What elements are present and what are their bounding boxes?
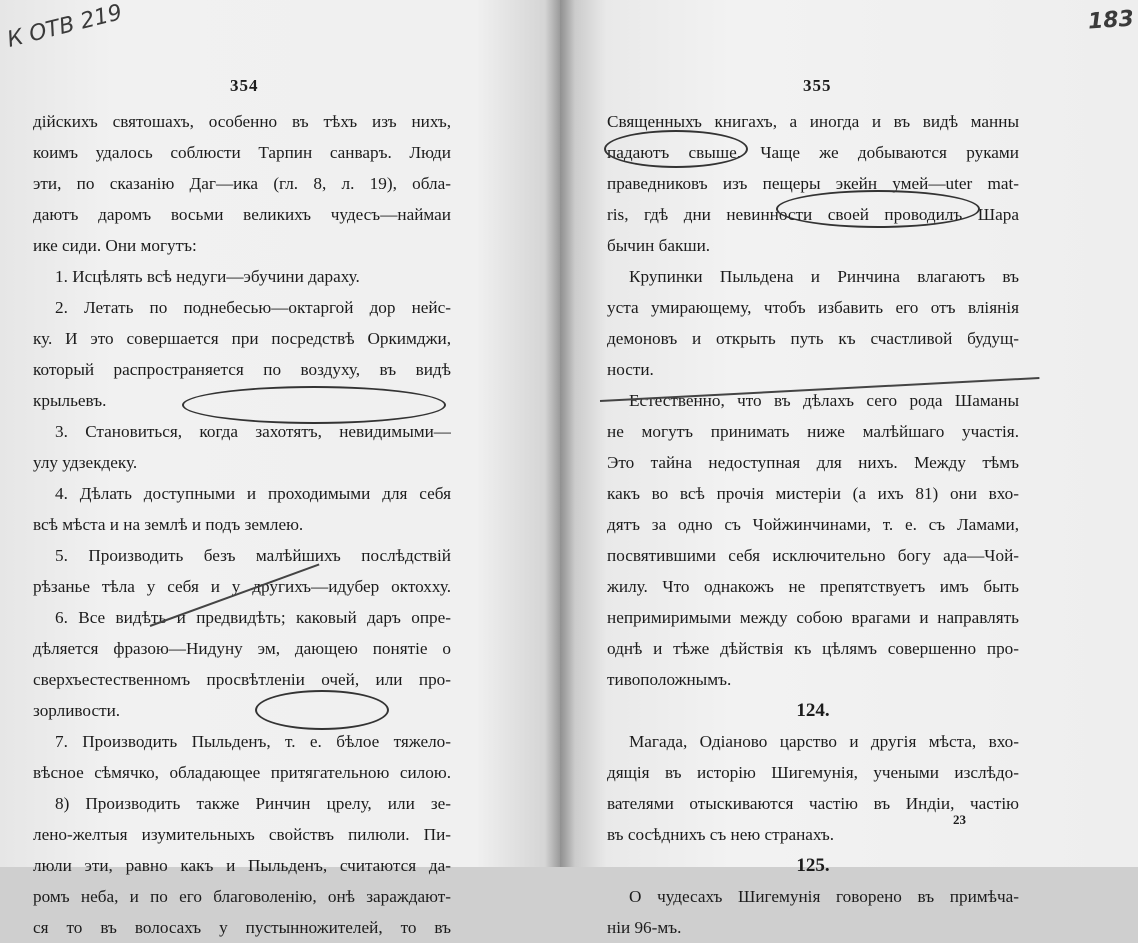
text-line: ике сиди. Они могутъ:: [33, 236, 197, 255]
text-line: Естественно, что въ дѣлахъ сего рода Шаманы: [629, 391, 1019, 410]
text-line: 1. Исцѣлять всѣ недуги—эбучини дараху.: [55, 267, 360, 286]
text-line: демоновъ и открыть путь къ счастливой будущ-: [607, 329, 1019, 348]
text-line: посвятившими себя исключительно богу ада—Чой-: [607, 546, 1019, 565]
text-line: какъ во всѣ прочія мистеріи (а ихъ 81) они вхо-: [607, 484, 1019, 503]
text-line: непримиримыми между собою врагами и направлять: [607, 608, 1019, 627]
text-line: коимъ удалось соблюсти Тарпин санваръ. Люди: [33, 143, 451, 162]
text-line: уста умирающему, чтобъ избавить его отъ вліянія: [607, 298, 1019, 317]
left-page: [0, 0, 560, 937]
text-line: Священныхъ книгахъ, а иногда и въ видѣ манны: [607, 112, 1019, 131]
handwritten-folio-number: 183: [1087, 6, 1135, 35]
text-line: бычин бакши.: [607, 236, 711, 255]
text-line: дійскихъ святошахъ, особенно въ тѣхъ изъ нихъ,: [33, 112, 451, 131]
handwritten-shelfmark: К ОТВ 219: [4, 0, 125, 53]
right-page-number: 355: [803, 76, 832, 95]
text-line: Это тайна недоступная для нихъ. Между тѣмъ: [607, 453, 1019, 472]
text-line: 7. Производить Пыльденъ, т. е. бѣлое тяжело-: [55, 732, 451, 751]
text-line: всѣ мѣста и на землѣ и подъ землею.: [33, 515, 304, 534]
text-line: тивоположнымъ.: [607, 670, 732, 689]
text-line: не могутъ принимать ниже малѣйшаго участія.: [607, 422, 1019, 441]
text-line: эти, по сказанію Даг—ика (гл. 8, л. 19), обла-: [33, 174, 451, 193]
text-line: 6. Все видѣть и предвидѣть; каковый даръ опре-: [55, 608, 451, 627]
text-line: жилу. Что однакожъ не препятствуетъ имъ быть: [607, 577, 1019, 596]
text-line: лено-желтыя изумительныхъ свойствъ пилюли. Пи-: [33, 825, 451, 844]
text-line: дящія въ исторію Шигемунія, учеными изслѣдо-: [607, 763, 1019, 782]
text-line: дятъ за одно съ Чойжинчинами, т. е. съ Ламами,: [607, 515, 1019, 534]
text-line: ніи 96-мъ.: [607, 918, 682, 937]
text-line: Магада, Одіаново царство и другія мѣста, вхо-: [629, 732, 1019, 751]
text-line: зорливости.: [33, 701, 121, 720]
text-line: 3. Становиться, когда захотятъ, невидимыми—: [55, 422, 451, 441]
text-line: ности.: [607, 360, 654, 379]
text-line: который распространяется по воздуху, въ видѣ: [33, 360, 451, 379]
text-line: праведниковъ изъ пещеры экейн умей—uter mat-: [607, 174, 1019, 193]
section-heading-125: 125.: [796, 855, 830, 876]
text-line: 2. Летать по поднебесью—октаргой дор нейс-: [55, 298, 451, 317]
left-page-text: [33, 106, 451, 943]
text-line: въ сосѣднихъ съ нею странахъ.: [607, 825, 835, 844]
text-line: ромъ неба, и по его благоволенію, онѣ зараждают-: [33, 887, 451, 906]
text-line: рѣзанье тѣла у себя и у другихъ—идубер октохху.: [33, 577, 451, 596]
text-line: улу удзекдеку.: [33, 453, 138, 472]
text-line: О чудесахъ Шигемунія говорено въ примѣча-: [629, 887, 1019, 906]
text-line: однѣ и тѣже дѣйствія къ цѣлямъ совершенно про-: [607, 639, 1019, 658]
text-line: даютъ даромъ восьми великихъ чудесъ—наймаи: [33, 205, 451, 224]
text-line: крыльевъ.: [33, 391, 107, 410]
text-line: ся то въ волосахъ у пустынножителей, то въ: [33, 918, 451, 937]
signature-number: 23: [953, 812, 966, 827]
text-line: сверхъестественномъ просвѣтленіи очей, или про-: [33, 670, 451, 689]
text-line: 5. Производить безъ малѣйшихъ послѣдствій: [55, 546, 451, 565]
text-line: дѣляется фразою—Нидуну эм, дающею понятіе о: [33, 639, 451, 658]
text-line: люли эти, равно какъ и Пыльденъ, считаются да-: [33, 856, 451, 875]
right-page: [560, 0, 1138, 937]
text-line: ris, гдѣ дни невинности своей проводилъ Шара: [607, 205, 1019, 224]
text-line: вѣсное сѣмячко, обладающее притягательною силою.: [33, 763, 451, 782]
section-heading-124: 124.: [796, 700, 830, 721]
text-line: падаютъ свыше. Чаще же добываются руками: [607, 143, 1019, 162]
left-page-number: 354: [230, 76, 259, 95]
text-line: 8) Производить также Ринчин црелу, или зе-: [55, 794, 451, 813]
text-line: Крупинки Пыльдена и Ринчина влагаютъ въ: [629, 267, 1019, 286]
text-line: 4. Дѣлать доступными и проходимыми для себя: [55, 484, 451, 503]
text-line: ку. И это совершается при посредствѣ Оркимджи,: [33, 329, 451, 348]
book-gutter-shadow: [545, 0, 575, 867]
text-line: вателями отыскиваются частію въ Индіи, частію: [607, 794, 1019, 813]
